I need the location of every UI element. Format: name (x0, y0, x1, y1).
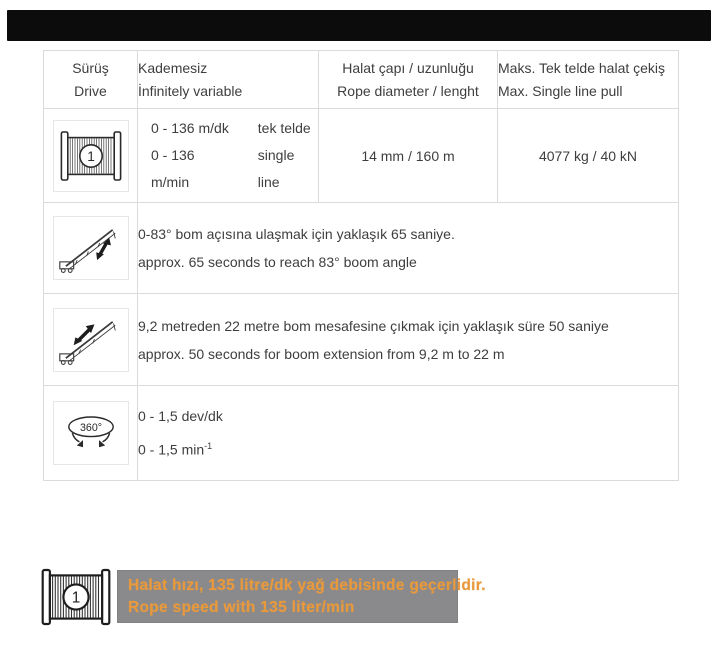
winch-drum-icon (53, 120, 129, 192)
rotation-row (44, 386, 679, 481)
rotation-tr: 0 - 1,5 dev/dk (138, 408, 223, 425)
top-black-banner (7, 10, 711, 41)
winch-drum-label: 1 (86, 148, 95, 164)
header-pull (498, 51, 679, 109)
boom-angle-text-cell (138, 203, 679, 294)
boom-angle-icon (53, 216, 129, 280)
header-pull-tr: Maks. Tek telde halat çekiş (498, 59, 666, 76)
rotation-icon-cell (44, 386, 138, 481)
winch-speed-tr: 0 - 136 m/dk (151, 120, 229, 136)
winch-icon-cell (44, 109, 138, 203)
boom-extension-text-cell (138, 294, 679, 386)
boom-extension-en: approx. 50 seconds for boom extension from 9,2 m to 22 m (138, 345, 505, 362)
winch-mode-en: single line (257, 147, 295, 190)
header-drive-en: Drive (74, 82, 107, 99)
header-pull-en: Max. Single line pull (498, 82, 623, 99)
footnote-note-box (117, 570, 486, 623)
boom-extension-icon-cell (44, 294, 138, 386)
boom-angle-icon-cell (44, 203, 138, 294)
winch-row (44, 109, 679, 203)
boom-angle-tr: 0-83° bom açısına ulaşmak için yaklaşık 65 saniye. (138, 226, 455, 242)
header-variable-tr: Kademesiz (138, 59, 208, 76)
footnote-line-tr: Halat hızı, 135 litre/dk yağ debisinde geçerlidir. (128, 576, 486, 594)
pull-value-cell: 4077 kg / 40 kN (498, 109, 679, 203)
rotation-text-cell (138, 386, 679, 481)
rotation-360-icon (53, 401, 129, 465)
header-drive (44, 51, 138, 109)
spec-table (43, 50, 679, 481)
boom-extension-row (44, 294, 679, 386)
boom-extension-tr: 9,2 metreden 22 metre bom mesafesine çıkmak için yaklaşık süre 50 saniye (138, 317, 609, 334)
footnote-drum-label: 1 (71, 589, 81, 607)
footnote-line-en: Rope speed with 135 liter/min (128, 598, 355, 616)
rope-value-cell: 14 mm / 160 m (319, 109, 498, 203)
boom-extension-icon (53, 308, 129, 372)
footnote-winch-drum-icon (40, 568, 112, 631)
winch-speed-cell (138, 109, 319, 203)
header-variable-en: İnfinitely variable (138, 82, 243, 99)
rotation-en-superscript: -1 (204, 441, 213, 452)
boom-angle-en: approx. 65 seconds to reach 83° boom angle (138, 254, 417, 270)
winch-speed-en: 0 - 136 m/min (151, 147, 195, 190)
header-variable (138, 51, 319, 109)
footnote-section (40, 566, 680, 628)
header-rope-tr: Halat çapı / uzunluğu (342, 59, 474, 76)
rotation-icon-label: 360° (79, 422, 102, 435)
boom-angle-row (44, 203, 679, 294)
header-drive-tr: Sürüş (72, 59, 109, 76)
header-rope (319, 51, 498, 109)
header-rope-en: Rope diameter / lenght (337, 82, 479, 99)
rotation-en: 0 - 1,5 $\min^{-1}$ (138, 441, 213, 458)
winch-mode-tr: tek telde (257, 120, 311, 136)
header-row (44, 51, 679, 109)
